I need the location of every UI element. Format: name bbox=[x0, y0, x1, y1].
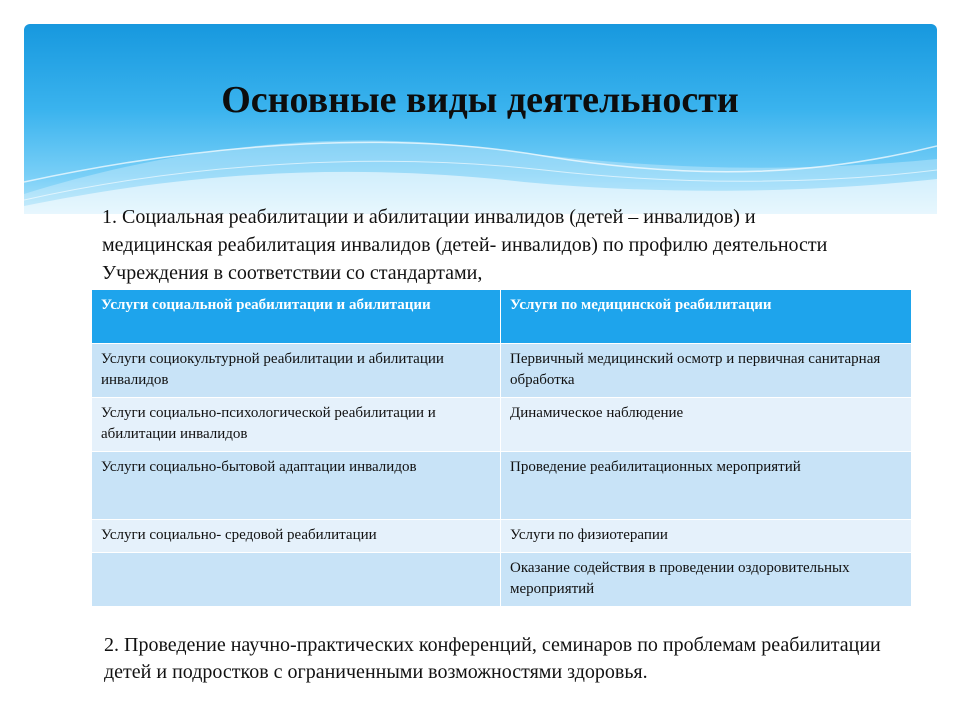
table-cell: Услуги социокультурной реабилитации и абилитации инвалидов bbox=[92, 344, 501, 398]
intro-paragraph: 1. Социальная реабилитации и абилитации инвалидов (детей – инвалидов) и медицинская реабилитация инвалидов (детей- инвалидов) по профилю деятельности Учреждения в соответствии со стандартами, bbox=[102, 206, 828, 284]
table-row bbox=[92, 553, 912, 607]
table-cell bbox=[92, 553, 501, 607]
outro-paragraph: 2. Проведение научно-практических конференций, семинаров по проблемам реабилитации детей и подростков с ограниченными возможностями здоровья. bbox=[104, 634, 881, 683]
slide-title: Основные виды деятельности bbox=[221, 79, 739, 121]
table-cell: Услуги социально- средовой реабилитации bbox=[92, 520, 501, 553]
table-cell: Динамическое наблюдение bbox=[501, 398, 912, 452]
table-cell: Первичный медицинский осмотр и первичная санитарная обработка bbox=[501, 344, 912, 398]
table-cell: Услуги социально-бытовой адаптации инвалидов bbox=[92, 452, 501, 520]
table-header-row bbox=[92, 290, 912, 344]
table-cell: Услуги социально-психологической реабилитации и абилитации инвалидов bbox=[92, 398, 501, 452]
header-social-rehab: Услуги социальной реабилитации и абилитации bbox=[92, 290, 501, 344]
table-cell: Услуги по физиотерапии bbox=[501, 520, 912, 553]
services-table bbox=[91, 289, 912, 607]
header-medical-rehab: Услуги по медицинской реабилитации bbox=[501, 290, 912, 344]
table-row bbox=[92, 398, 912, 452]
table-row bbox=[92, 520, 912, 553]
table-row bbox=[92, 452, 912, 520]
table-cell: Оказание содействия в проведении оздоровительных мероприятий bbox=[501, 553, 912, 607]
table-row bbox=[92, 344, 912, 398]
table-cell: Проведение реабилитационных мероприятий bbox=[501, 452, 912, 520]
